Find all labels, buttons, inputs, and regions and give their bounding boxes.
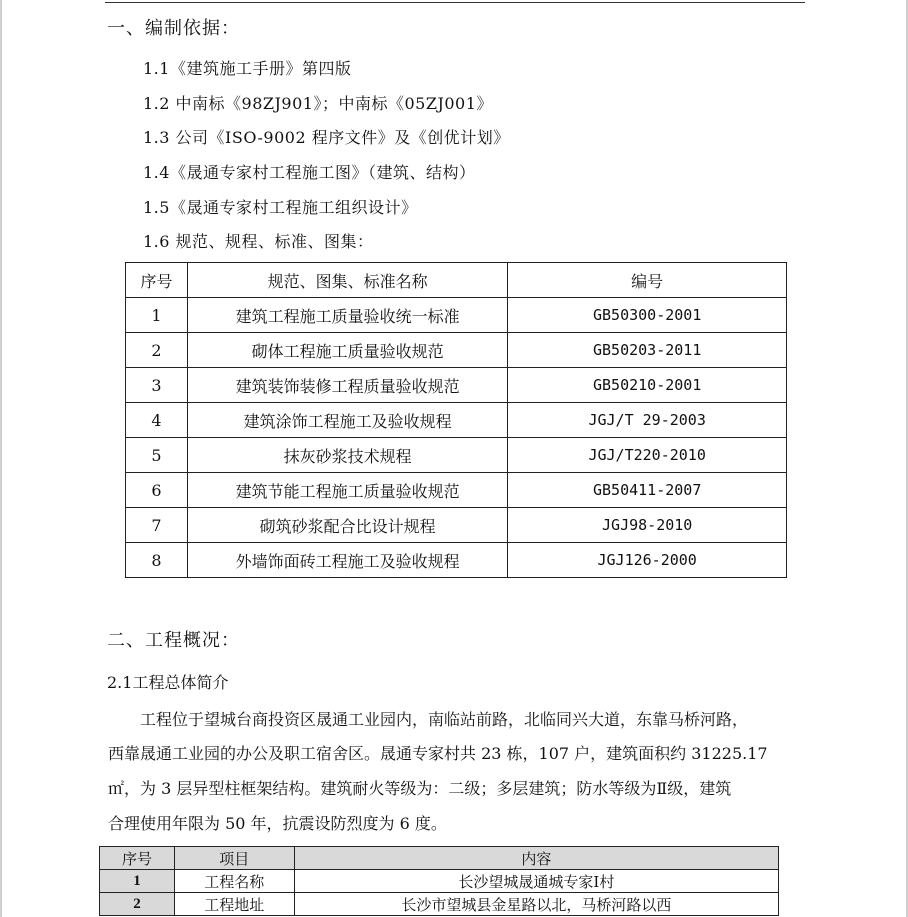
row-standard-name: 砌体工程施工质量验收规范 <box>187 333 507 368</box>
table-row <box>126 438 787 473</box>
row-no: 7 <box>126 508 188 543</box>
info-row-content: 长沙望城晟通城专家Ⅰ村 <box>294 870 778 893</box>
info-col-content: 内容 <box>294 847 778 870</box>
header-rule <box>105 2 805 3</box>
section1-title: 一、编制依据： <box>107 18 240 39</box>
col-header-no: 序号 <box>126 263 188 298</box>
row-standard-code: GB50411-2007 <box>508 473 787 508</box>
paragraph-line: ㎡，为 3 层异型柱框架结构。建筑耐火等级为：二级；多层建筑；防水等级为Ⅱ级，建筑 <box>108 779 732 798</box>
table-row <box>126 298 787 333</box>
info-row-item: 工程名称 <box>174 870 294 893</box>
row-no: 1 <box>126 298 188 333</box>
col-header-code: 编号 <box>508 263 787 298</box>
paragraph-line: 西靠晟通工业园的办公及职工宿舍区。晟通专家村共 23 栋，107 户，建筑面积约 31225.17 <box>108 744 768 763</box>
row-standard-code: JGJ126-2000 <box>508 543 787 578</box>
row-standard-name: 建筑装饰装修工程质量验收规范 <box>187 368 507 403</box>
row-standard-name: 砌筑砂浆配合比设计规程 <box>187 508 507 543</box>
row-no: 5 <box>126 438 188 473</box>
table-row <box>100 870 779 893</box>
table-row <box>126 403 787 438</box>
row-standard-code: GB50210-2001 <box>508 368 787 403</box>
reference-item: 1.2 中南标《98ZJ901》；中南标《05ZJ001》 <box>143 94 493 113</box>
row-standard-code: JGJ/T 29-2003 <box>508 403 787 438</box>
table-header-row <box>126 263 787 298</box>
row-no: 6 <box>126 473 188 508</box>
row-standard-name: 建筑涂饰工程施工及验收规程 <box>187 403 507 438</box>
reference-item: 1.5《晟通专家村工程施工组织设计》 <box>143 198 418 217</box>
project-info-table <box>99 846 779 916</box>
table-row <box>126 333 787 368</box>
reference-item: 1.4《晟通专家村工程施工图》（建筑、结构） <box>143 163 476 182</box>
info-header-row <box>100 847 779 870</box>
row-no: 3 <box>126 368 188 403</box>
info-row-content: 长沙市望城县金星路以北，马桥河路以西 <box>294 893 778 916</box>
table-row <box>126 368 787 403</box>
col-header-name: 规范、图集、标准名称 <box>187 263 507 298</box>
paragraph-line: 合理使用年限为 50 年，抗震设防烈度为 6 度。 <box>108 814 447 833</box>
info-row-no: 2 <box>100 893 175 916</box>
info-row-no: 1 <box>100 870 175 893</box>
reference-item: 1.6 规范、规程、标准、图集： <box>143 232 374 251</box>
section2-subtitle: 2.1工程总体简介 <box>107 673 229 692</box>
row-no: 4 <box>126 403 188 438</box>
page-edge-left <box>0 0 2 917</box>
reference-item: 1.1《建筑施工手册》第四版 <box>143 59 352 78</box>
row-standard-code: GB50300-2001 <box>508 298 787 333</box>
section2-title: 二、工程概况： <box>107 630 240 651</box>
reference-item: 1.3 公司《ISO-9002 程序文件》及《创优计划》 <box>143 128 510 147</box>
info-col-item: 项目 <box>174 847 294 870</box>
row-standard-code: GB50203-2011 <box>508 333 787 368</box>
info-row-item: 工程地址 <box>174 893 294 916</box>
table-row <box>126 473 787 508</box>
row-standard-name: 建筑工程施工质量验收统一标准 <box>187 298 507 333</box>
table-row <box>100 893 779 916</box>
table-row <box>126 543 787 578</box>
info-col-no: 序号 <box>100 847 175 870</box>
row-standard-code: JGJ98-2010 <box>508 508 787 543</box>
row-no: 2 <box>126 333 188 368</box>
table-row <box>126 508 787 543</box>
standards-table <box>125 262 787 578</box>
paragraph-line: 工程位于望城台商投资区晟通工业园内，南临站前路，北临同兴大道，东靠马桥河路， <box>108 710 749 729</box>
row-standard-name: 外墙饰面砖工程施工及验收规程 <box>187 543 507 578</box>
row-standard-code: JGJ/T220-2010 <box>508 438 787 473</box>
row-standard-name: 建筑节能工程施工质量验收规范 <box>187 473 507 508</box>
row-standard-name: 抹灰砂浆技术规程 <box>187 438 507 473</box>
row-no: 8 <box>126 543 188 578</box>
